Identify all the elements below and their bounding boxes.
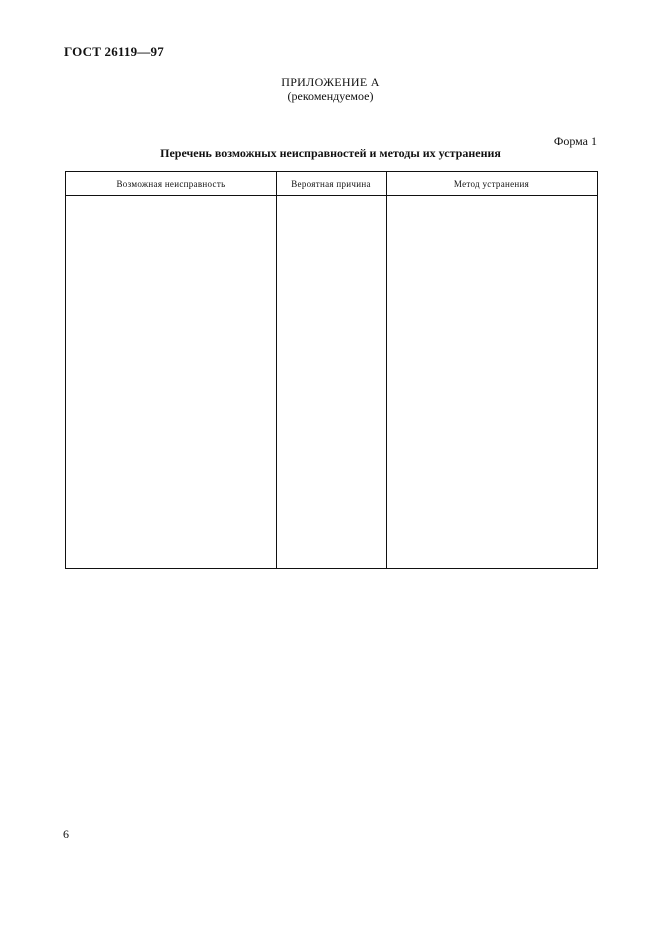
faults-table: [65, 171, 598, 569]
appendix-heading: [0, 75, 661, 103]
document-id: ГОСТ 26119—97: [64, 44, 164, 59]
column-divider: [386, 172, 387, 568]
column-divider: [276, 172, 277, 568]
appendix-status: (рекомендуемое): [287, 89, 374, 103]
column-header-fault: Возможная неисправность: [116, 179, 226, 189]
table-title: Перечень возможных неисправностей и методы их устранения: [160, 146, 501, 160]
column-header-method: Метод устранения: [453, 179, 530, 189]
page-number: 6: [63, 827, 69, 841]
appendix-title: ПРИЛОЖЕНИЕ А: [281, 75, 380, 89]
column-header-cause: Вероятная причина: [291, 179, 371, 189]
form-label: Форма 1: [553, 134, 597, 148]
